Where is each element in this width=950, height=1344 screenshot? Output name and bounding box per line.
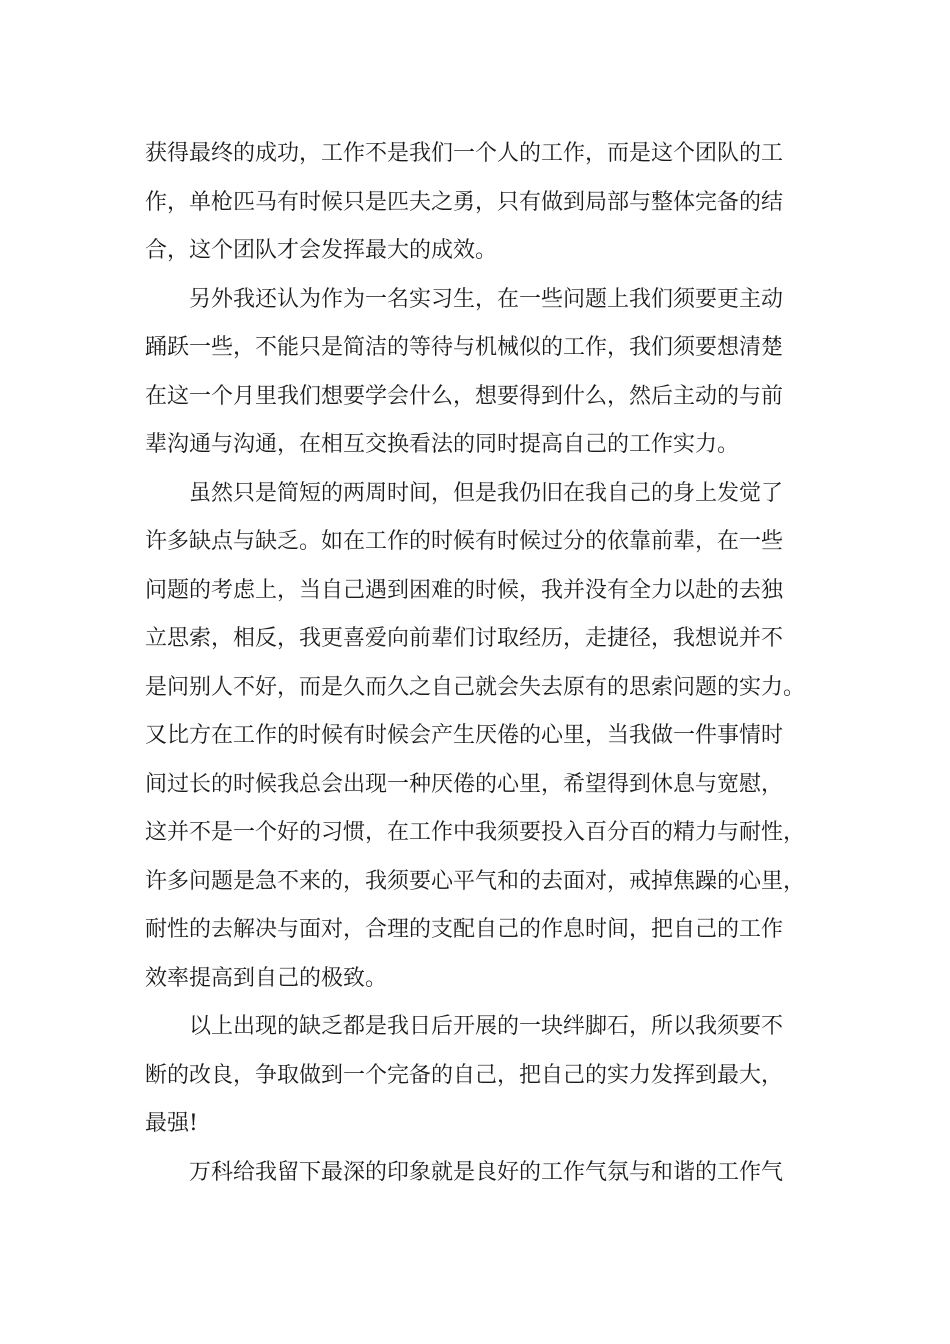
text-line: 另外我还认为作为一名实习生，在一些问题上我们须要更主动 xyxy=(189,286,784,312)
text-line: 合，这个团队才会发挥最大的成效。 xyxy=(145,238,498,263)
text-line: 许多问题是急不来的，我须要心平气和的去面对，戒掉焦躁的心里， xyxy=(145,868,806,894)
text-line: 在这一个月里我们想要学会什么，想要得到什么，然后主动的与前 xyxy=(145,383,784,409)
body-text xyxy=(145,130,825,1197)
text-line: 万科给我留下最深的印象就是良好的工作气氛与和谐的工作气 xyxy=(189,1159,784,1185)
text-line: 获得最终的成功，工作不是我们一个人的工作，而是这个团队的工 xyxy=(145,141,784,166)
text-line: 间过长的时候我总会出现一种厌倦的心里，希望得到休息与宽慰， xyxy=(145,771,784,797)
text-line: 耐性的去解决与面对，合理的支配自己的作息时间，把自己的工作 xyxy=(145,917,784,942)
text-line: 踊跃一些，不能只是简洁的等待与机械似的工作，我们须要想清楚 xyxy=(145,335,784,360)
text-line: 这并不是一个好的习惯，在工作中我须要投入百分百的精力与耐性， xyxy=(145,820,806,845)
text-line: 以上出现的缺乏都是我日后开展的一块绊脚石，所以我须要不 xyxy=(189,1014,784,1039)
text-line: 是问别人不好，而是久而久之自己就会失去原有的思索问题的实力。 xyxy=(145,674,806,700)
text-line: 最强! xyxy=(145,1111,198,1136)
text-line: 许多缺点与缺乏。如在工作的时候有时候过分的依靠前辈，在一些 xyxy=(145,529,784,554)
text-line: 又比方在工作的时候有时候会产生厌倦的心里，当我做一件事情时 xyxy=(145,723,784,748)
text-line: 立思索，相反，我更喜爱向前辈们讨取经历，走捷径，我想说并不 xyxy=(145,626,784,651)
text-line: 虽然只是简短的两周时间，但是我仍旧在我自己的身上发觉了 xyxy=(189,480,784,506)
text-line: 断的改良，争取做到一个完备的自己，把自己的实力发挥到最大， xyxy=(145,1062,784,1088)
text-line: 辈沟通与沟通，在相互交换看法的同时提高自己的工作实力。 xyxy=(145,432,740,457)
text-line: 效率提高到自己的极致。 xyxy=(145,965,388,991)
text-line: 问题的考虑上，当自己遇到困难的时候，我并没有全力以赴的去独 xyxy=(145,577,784,603)
text-line: 作，单枪匹马有时候只是匹夫之勇，只有做到局部与整体完备的结 xyxy=(145,189,784,215)
